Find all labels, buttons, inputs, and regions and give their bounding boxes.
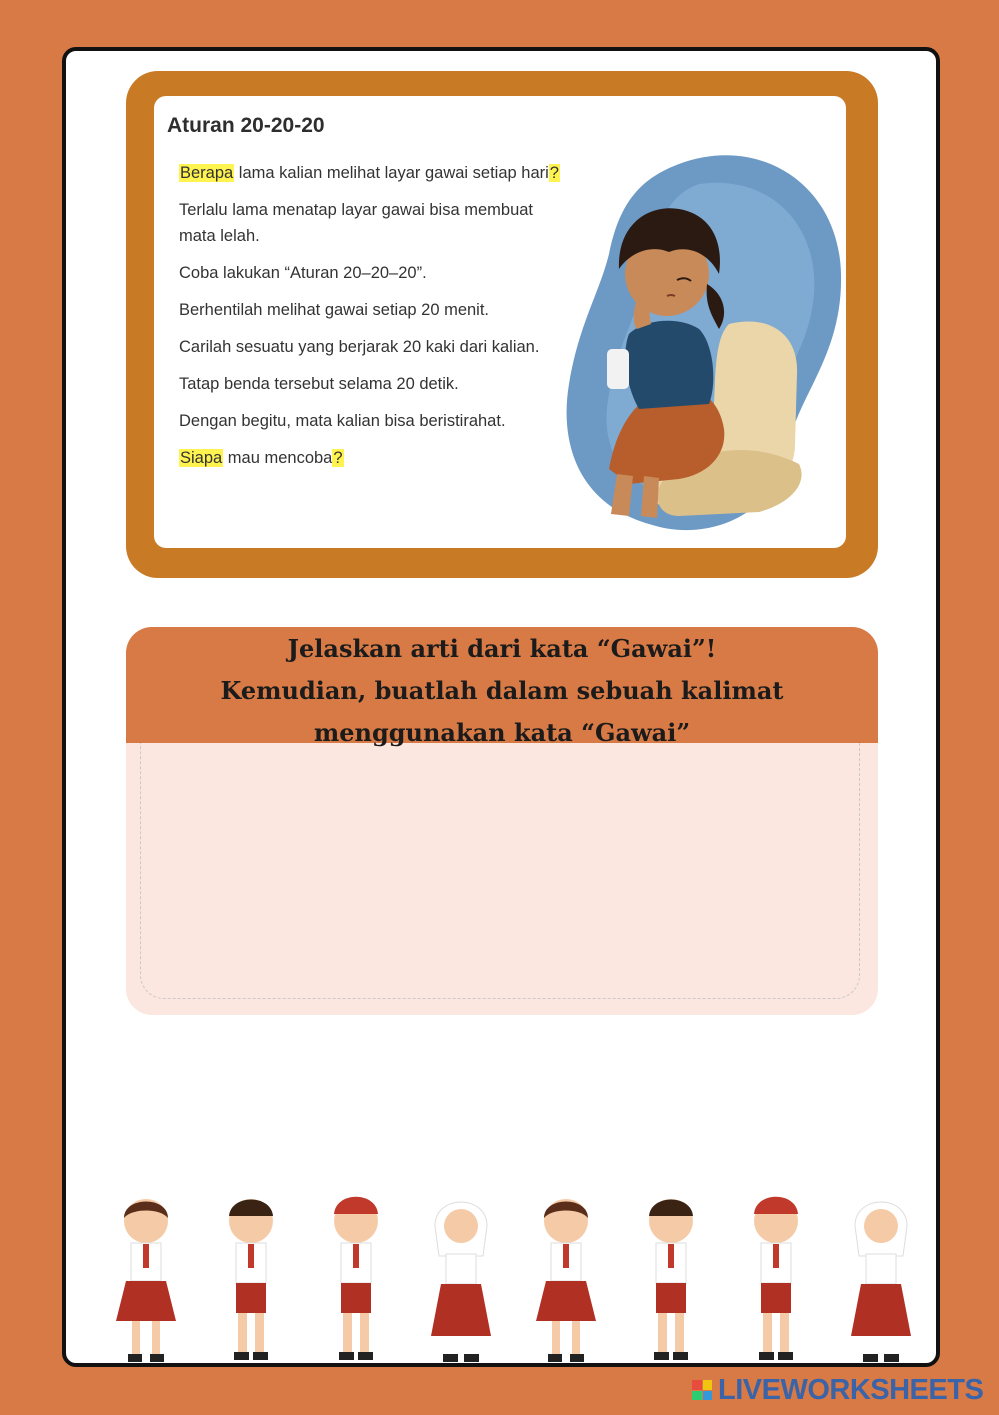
- student-boy-with-cap: [334, 1197, 378, 1360]
- student-boy: [229, 1199, 273, 1360]
- question-header: [126, 627, 878, 747]
- reading-text: [179, 160, 569, 482]
- students-group: [116, 1197, 491, 1362]
- question-line: Kemudian, buatlah dalam sebuah kalimat: [220, 676, 784, 705]
- reading-line: Carilah sesuatu yang berjarak 20 kaki dari kalian.: [179, 338, 540, 356]
- reading-line: Berhentilah melihat gawai setiap 20 menit.: [179, 301, 490, 319]
- reading-line: Berapa lama kalian melihat layar gawai setiap hari?: [180, 164, 559, 182]
- reading-line: Tatap benda tersebut selama 20 detik.: [179, 375, 459, 393]
- girl-rubbing-eyes-illustration: [559, 144, 846, 539]
- highlight: Siapa: [180, 449, 223, 467]
- liveworksheets-logo: [692, 1375, 983, 1405]
- reading-card: [154, 96, 846, 548]
- reading-line: Dengan begitu, mata kalian bisa beristirahat.: [179, 412, 506, 430]
- reading-title: Aturan 20-20-20: [167, 114, 325, 137]
- students-walking-illustration: [96, 1186, 926, 1367]
- highlight: Berapa: [180, 164, 234, 182]
- reading-line: Terlalu lama menatap layar gawai bisa membuat mata lelah.: [179, 201, 534, 245]
- worksheet-page: [62, 47, 940, 1367]
- question-line: Jelaskan arti dari kata “Gawai”!: [287, 634, 717, 663]
- reading-line: Coba lakukan “Aturan 20–20–20”.: [179, 264, 427, 282]
- question-text: [126, 627, 878, 754]
- question-line: menggunakan kata “Gawai”: [313, 718, 691, 747]
- student-girl-hijab: [431, 1202, 491, 1362]
- reading-frame: [126, 71, 878, 578]
- answer-textbox[interactable]: [140, 743, 860, 999]
- question-panel: [126, 627, 878, 1015]
- liveworksheets-icon: [692, 1380, 712, 1400]
- reading-line: Siapa mau mencoba?: [180, 449, 343, 467]
- highlight: ?: [549, 164, 559, 182]
- brand-name: LIVEWORKSHEETS: [718, 1373, 984, 1406]
- student-girl: [116, 1199, 176, 1362]
- highlight: ?: [333, 449, 343, 467]
